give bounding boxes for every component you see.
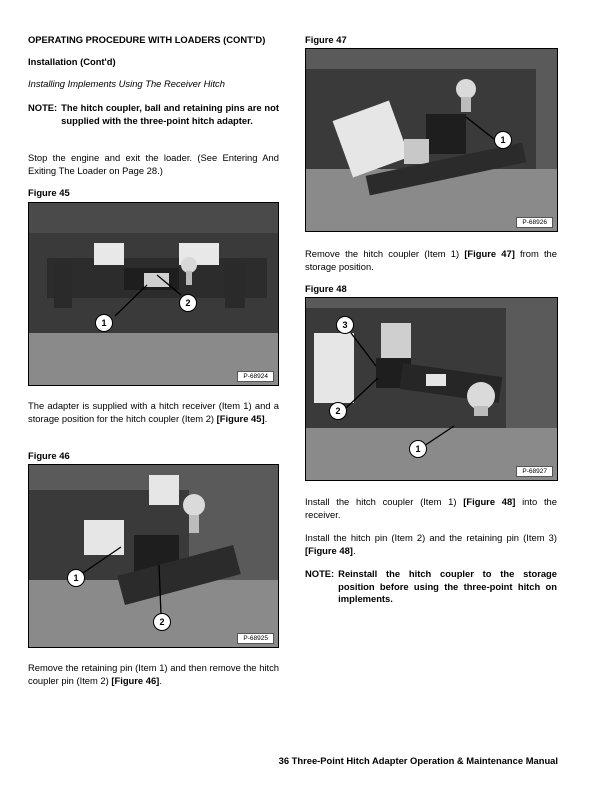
note-2-text: Reinstall the hitch coupler to the storage position before using the three-point hitch on implements. xyxy=(338,568,557,605)
figure-46-photo xyxy=(28,464,279,648)
figure-47-photo xyxy=(305,48,558,232)
note-2-label: NOTE: xyxy=(305,568,335,579)
paragraph-install-coupler-end: into the receiver. xyxy=(305,496,557,520)
paragraph-adapter xyxy=(28,400,279,425)
paragraph-remove-pin-ref: [Figure 46] xyxy=(111,674,160,686)
figure-47-callout-1: 1 xyxy=(494,131,512,149)
italic-title: Installing Implements Using The Receiver Hitch xyxy=(28,78,225,89)
paragraph-install-coupler-ref: [Figure 48] xyxy=(463,496,516,507)
figure-46-callout-1: 1 xyxy=(67,569,85,587)
paragraph-remove-coupler-end: from the storage position. xyxy=(305,248,557,272)
paragraph-adapter-ref: [Figure 45] xyxy=(216,412,265,424)
figure-48-callout-2: 2 xyxy=(329,402,347,420)
paragraph-install-coupler-text: Install the hitch coupler (Item 1) xyxy=(305,496,464,507)
figure-45-callout-1: 1 xyxy=(95,314,113,332)
figure-47-title: Figure 47 xyxy=(305,34,347,45)
page-footer: 36 Three-Point Hitch Adapter Operation & Maintenance Manual xyxy=(278,755,558,766)
paragraph-install-pins-text: Install the hitch pin (Item 2) and the retaining pin (Item 3) xyxy=(305,532,557,543)
figure-45-photo xyxy=(28,202,279,386)
paragraph-remove-pin-end: . xyxy=(159,674,162,686)
figure-47-code: P-68926 xyxy=(516,217,553,228)
paragraph-remove-coupler-ref: [Figure 47] xyxy=(464,248,515,259)
paragraph-remove-coupler xyxy=(305,248,557,273)
paragraph-remove-coupler-text: Remove the hitch coupler (Item 1) xyxy=(305,248,465,259)
paragraph-adapter-text: The adapter is supplied with a hitch receiver (Item 1) and a storage position for the hitch coupler (Item 2) xyxy=(28,400,279,424)
paragraph-remove-pin-text: Remove the retaining pin (Item 1) and then remove the hitch coupler pin (Item 2) xyxy=(28,662,279,686)
figure-47-illustration xyxy=(306,49,557,231)
figure-45-title: Figure 45 xyxy=(28,187,70,198)
figure-48-callout-1: 1 xyxy=(409,440,427,458)
paragraph-install-pins-ref: [Figure 48] xyxy=(305,544,353,556)
figure-48-callout-3: 3 xyxy=(336,316,354,334)
note-1-label: NOTE: xyxy=(28,102,58,113)
figure-45-illustration xyxy=(29,203,278,385)
figure-46-code: P-68925 xyxy=(237,633,274,644)
figure-46-title: Figure 46 xyxy=(28,450,70,461)
paragraph-remove-pin xyxy=(28,662,279,687)
paragraph-adapter-end: . xyxy=(264,412,268,424)
paragraph-install-pins xyxy=(305,532,557,557)
figure-45-code: P-68924 xyxy=(237,371,274,382)
paragraph-stop-engine: Stop the engine and exit the loader. (See Entering And Exiting The Loader on Page 28.) xyxy=(28,152,279,176)
note-2 xyxy=(305,568,557,606)
subheading: Installation (Cont'd) xyxy=(28,56,116,67)
figure-48-code: P-68927 xyxy=(516,466,553,477)
paragraph-install-coupler xyxy=(305,496,557,521)
figure-48-photo xyxy=(305,297,558,481)
figure-46-callout-2: 2 xyxy=(153,613,171,631)
figure-45-callout-2: 2 xyxy=(179,294,197,312)
note-1-text: The hitch coupler, ball and retaining pins are not supplied with the three-point hitch adapter. xyxy=(61,102,279,126)
paragraph-install-pins-end: . xyxy=(352,544,356,556)
figure-48-title: Figure 48 xyxy=(305,283,347,294)
note-1 xyxy=(28,102,279,127)
section-heading: OPERATING PROCEDURE WITH LOADERS (CONT’D) xyxy=(28,34,266,45)
